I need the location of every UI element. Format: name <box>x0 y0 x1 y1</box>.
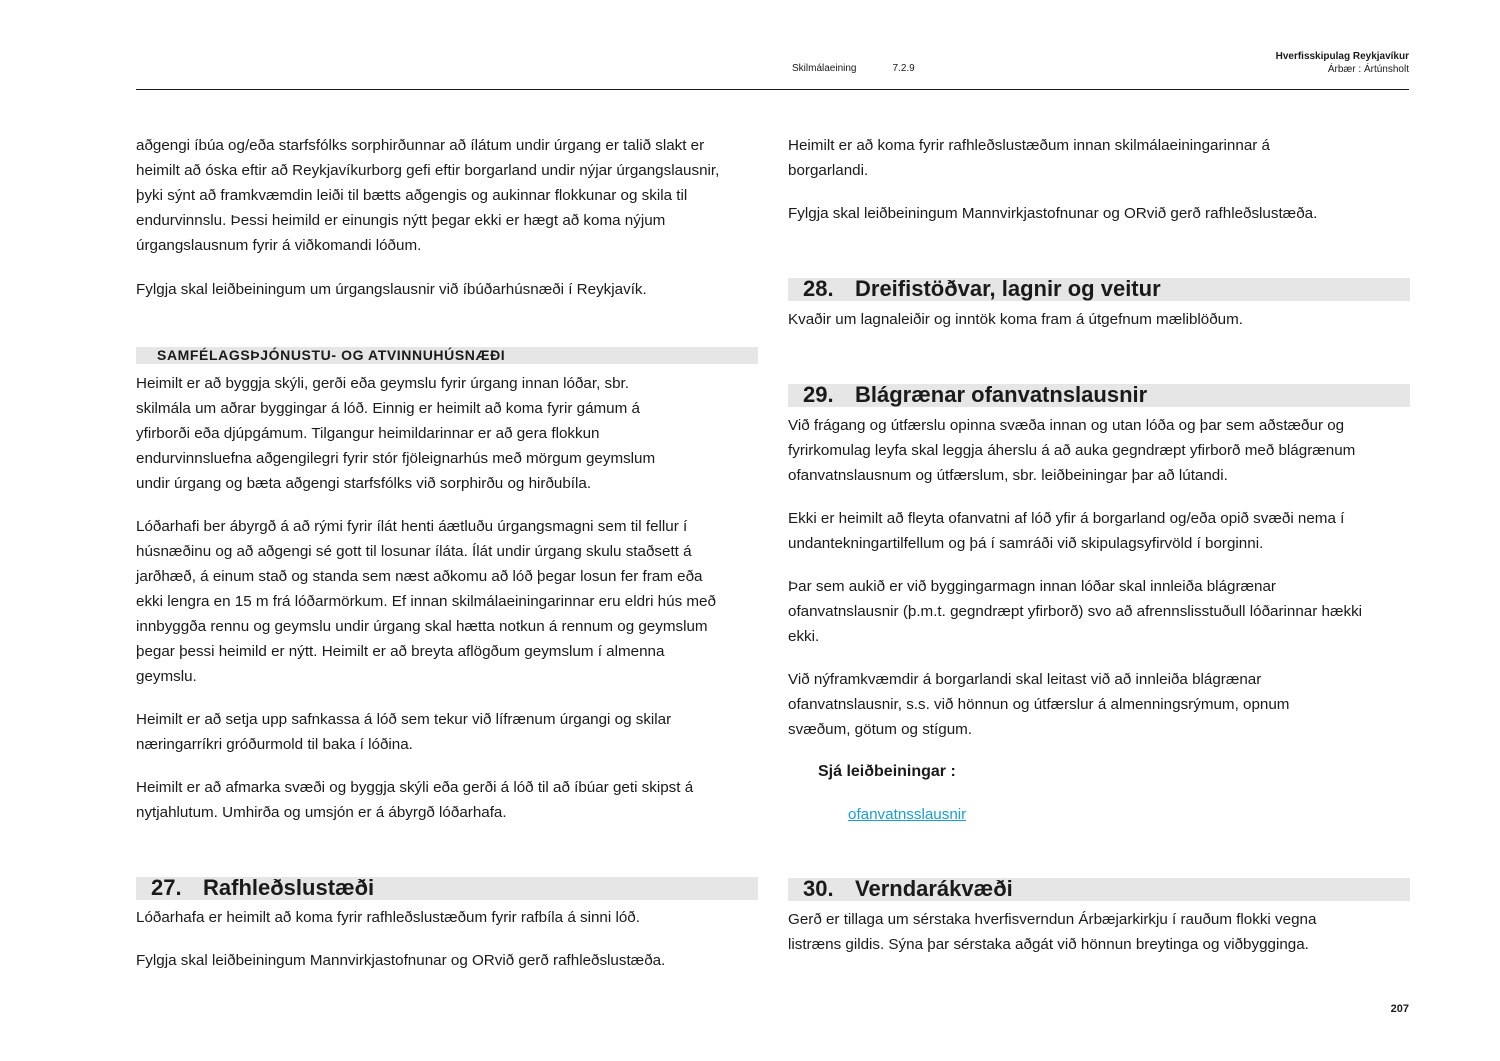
paragraph: aðgengi íbúa og/eða starfsfólks sorphirðunnar að ílátum undir úrgang er talið slakt er heimilt að óska eftir að Reykjavíkurborg gefi eftir borgarland undir nýjar úrgangslausnir, þyki sýnt að framkvæmdin leiði til bætts aðgengis og aukinnar flokkunar og skila til endurvinnslu. Þessi heimild er einungis nýtt þegar ekki er hægt að koma nýjum úrgangslausnum fyrir á viðkomandi lóðum. <box>136 137 720 254</box>
paragraph: Þar sem aukið er við byggingarmagn innan lóðar skal innleiða blágrænar ofanvatnslausnir (þ.m.t. gegndræpt yfirborð) svo að afrennslisstuðull lóðarinnar hækki ekki. <box>788 578 1363 645</box>
page-number: 207 <box>1390 1003 1409 1015</box>
left-column <box>136 133 758 973</box>
section-number: 29. <box>803 382 834 407</box>
section-title: Blágrænar ofanvatnslausnir <box>855 382 1148 407</box>
right-column <box>788 133 1410 957</box>
paragraph: Heimilt er að afmarka svæði og byggja skýli eða gerði á lóð til að íbúar geti skipst á nytjahlutum. Umhirða og umsjón er á ábyrgð lóðarhafa. <box>136 779 694 821</box>
section-heading-29 <box>788 384 1410 407</box>
section-heading-30 <box>788 878 1410 901</box>
paragraph: Ekki er heimilt að fleyta ofanvatni af lóð yfir á borgarland og/eða opið svæði nema í undantekningartilfellum og þá í samráði við skipulagsyfirvöld í borginni. <box>788 510 1345 552</box>
section-label: Skilmálaeining <box>792 63 857 74</box>
section-number: 28. <box>803 276 834 301</box>
section-heading-27 <box>136 877 758 900</box>
paragraph: Við nýframkvæmdir á borgarlandi skal leitast við að innleiða blágrænar ofanvatnslausnir, s.s. við hönnun og útfærslur á almenningsrýmum, opnum svæðum, götum og stígum. <box>788 671 1290 738</box>
section-heading-28 <box>788 278 1410 301</box>
paragraph: Heimilt er að byggja skýli, gerði eða geymslu fyrir úrgang innan lóðar, sbr. skilmála um aðrar byggingar á lóð. Einnig er heimilt að koma fyrir gámum á yfirborði eða djúpgámum. Tilgangur heimildarinnar er að gera flokkun endurvinnsluefna aðgengilegri fyrir stór fjöleignarhús með mörgum geymslum undir úrgang og bæta aðgengi starfsfólks við sorphirðu og hirðubíla. <box>136 375 656 492</box>
paragraph: Lóðarhafi ber ábyrgð á að rými fyrir ílát henti áætluðu úrgangsmagni sem til fellur í húsnæðinu og að aðgengi sé gott til losunar íláta. Ílát undir úrgang skulu staðsett á jarðhæð, á einum stað og standa sem næst aðkomu að lóð þegar losun fer fram eða ekki lengra en 15 m frá lóðarmörkum. Ef innan skilmálaeiningarinnar eru eldri hús með innbyggða rennu og geymslu undir úrgang skal hætta notkun á rennum og geymslum þegar þessi heimild er nýtt. Heimilt er að breyta aflögðum geymslum í almenna geymslu. <box>136 518 716 685</box>
paragraph: Við frágang og útfærslu opinna svæða innan og utan lóða og þar sem aðstæður og fyrirkomulag leyfa skal leggja áherslu á að auka gegndræpt yfirborð með blágrænum ofanvatnslausnum og útfærslum, sbr. leiðbeiningar þar að lútandi. <box>788 417 1356 484</box>
paragraph: Fylgja skal leiðbeiningum Mannvirkjastofnunar og ORvið gerð rafhleðslustæða. <box>788 205 1318 222</box>
subheading: SAMFÉLAGSÞJÓNUSTU- OG ATVINNUHÚSNÆÐI <box>136 347 758 364</box>
paragraph: Fylgja skal leiðbeiningum Mannvirkjastofnunar og ORvið gerð rafhleðslustæða. <box>136 952 666 969</box>
paragraph: Fylgja skal leiðbeiningum um úrgangslausnir við íbúðarhúsnæði í Reykjavík. <box>136 281 647 298</box>
paragraph: Gerð er tillaga um sérstaka hverfisverndun Árbæjarkirkju í rauðum flokki vegna listræns gildis. Sýna þar sérstaka aðgát við hönnun breytinga og viðbygginga. <box>788 911 1317 953</box>
section-number: 27. <box>151 875 182 900</box>
running-header-title <box>1276 50 1409 76</box>
header-rule <box>136 89 1409 90</box>
running-header-section <box>792 63 915 74</box>
section-title: Rafhleðslustæði <box>203 875 375 900</box>
paragraph: Kvaðir um lagnaleiðir og inntök koma fram á útgefnum mæliblöðum. <box>788 311 1243 328</box>
section-code: 7.2.9 <box>892 63 915 74</box>
section-title: Verndarákvæði <box>855 876 1013 901</box>
paragraph: Heimilt er að setja upp safnkassa á lóð sem tekur við lífrænum úrgangi og skilar næringarríkri gróðurmold til baka í lóðina. <box>136 711 672 753</box>
paragraph: Lóðarhafa er heimilt að koma fyrir rafhleðslustæðum fyrir rafbíla á sinni lóð. <box>136 909 640 926</box>
see-guidelines-label: Sjá leiðbeiningar : <box>818 763 956 780</box>
section-number: 30. <box>803 876 834 901</box>
doc-title: Hverfisskipulag Reykjavíkur <box>1275 51 1409 62</box>
doc-subtitle: Árbær : Ártúnsholt <box>1327 64 1409 75</box>
section-title: Dreifistöðvar, lagnir og veitur <box>855 276 1161 301</box>
guidelines-link[interactable]: ofanvatnsslausnir <box>848 806 967 823</box>
paragraph: Heimilt er að koma fyrir rafhleðslustæðum innan skilmálaeiningarinnar á borgarlandi. <box>788 137 1270 179</box>
